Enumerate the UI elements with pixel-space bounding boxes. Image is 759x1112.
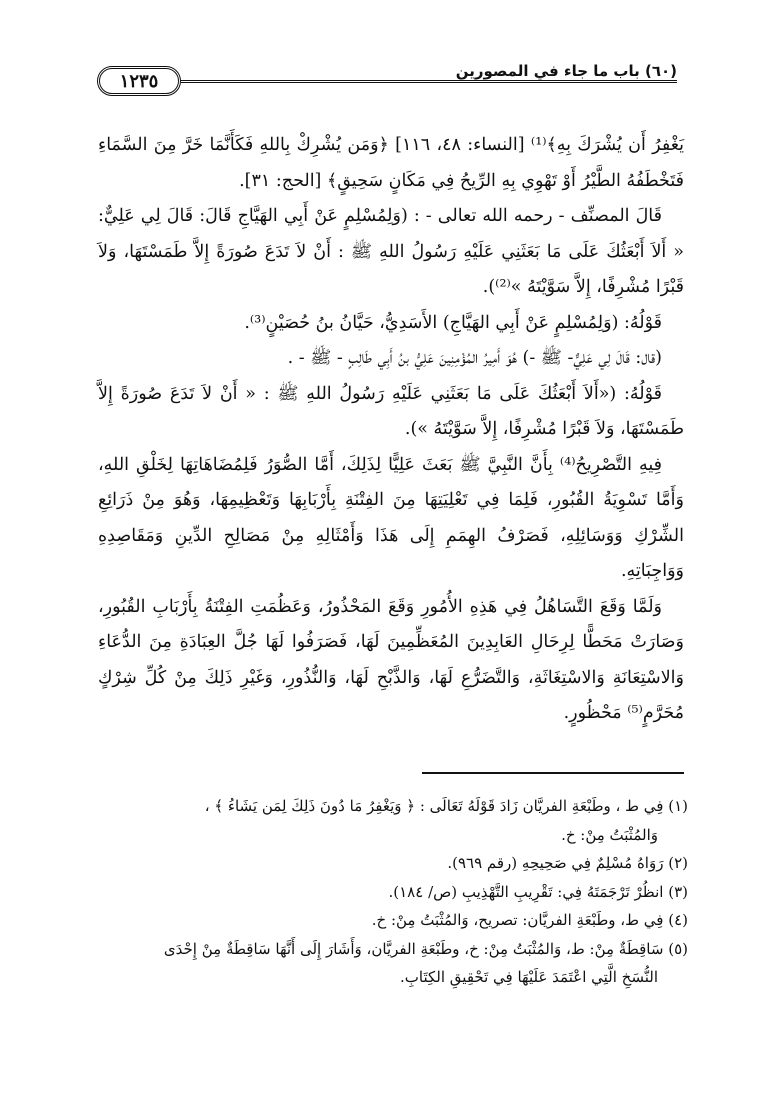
footnote: (٢) رَوَاهُ مُسْلِمٌ فِي صَحِيحِهِ (رقم ٩٦٩).: [447, 854, 688, 872]
paragraph: قَوْلُهُ: (وَلِمُسْلِمٍ عَنْ أَبِي الهَيَّاجِ) الأَسَدِيُّ، حَيَّانُ بنُ حُصَيْنٍ⁽³⁾.: [244, 312, 662, 333]
paragraph: قَالَ المصنِّف - رحمه الله تعالى - : (وَلِمُسْلِمٍ عَنْ أَبِي الهَيَّاجِ قَالَ: قَالَ لِي عَلِيٌّ: « أَلاَ أَبْعَثُكَ عَلَى مَا بَعَثَنِي عَلَيْهِ رَسُولُ اللهِ ﷺ : أَنْ لاَ تَدَعَ صُورَةً إِلاَّ طَمَسْتَهَا، وَلاَ قَبْرًا مُشْرِفًا، إِلاَّ سَوَّيْتَهُ »⁽²⁾).: [98, 206, 684, 297]
footnote: (٣) انظُرْ تَرْجَمَتَهُ فِي: تَقْرِيبِ التَّهْذِيبِ (ص/ ١٨٤).: [388, 882, 688, 901]
footnote: (٤) فِي ط، وطَبْعَةِ الفريَّان: تصريح، وَالمُثْبَتُ مِنْ: خ.: [371, 911, 688, 929]
footnote: (٥) سَاقِطَةٌ مِنْ: ط، وَالمُثْبَتُ مِنْ: خ، وطَبْعَةِ الفريَّان، وَأَشَارَ إِلَى أَنَّهَا سَاقِطَةٌ مِنْ إِحْدَى: [163, 939, 688, 958]
main-text: [98, 128, 684, 732]
header-rule: [181, 80, 677, 83]
footnote-separator: [422, 772, 684, 774]
footnote: (١) فِي ط ، وطَبْعَةِ الفريَّان زَادَ قَوْلَهُ تَعَالَى : ﴿ وَيَغْفِرُ مَا دُونَ ذَلِكَ لِمَن يَشَاءُ ﴾ ،: [204, 797, 688, 815]
footnotes: [98, 792, 688, 992]
paragraph: قَوْلُهُ: («أَلاَ أَبْعَثُكَ عَلَى مَا بَعَثَنِي عَلَيْهِ رَسُولُ اللهِ ﷺ : « أَنْ لاَ تَدَعَ صُورَةً إِلاَّ طَمَسْتَهَا، وَلاَ قَبْرًا مُشْرِفًا، إِلاَّ سَوَّيْتَهُ »).: [98, 383, 684, 439]
page-number: ١٢٣٥: [119, 70, 159, 92]
paragraph: يَغْفِرُ أَن يُشْرَكَ بِهِ﴾⁽¹⁾ [النساء: ٤٨، ١١٦] ﴿وَمَن يُشْرِكْ بِاللهِ فَكَأَنَّمَا خَرَّ مِنَ السَّمَاءِ فَتَخْطَفُهُ الطَّيْرُ أَوْ تَهْوِي بِهِ الرِّيحُ فِي مَكَانٍ سَحِيقٍ﴾ [الحج: ٣١].: [98, 135, 685, 191]
chapter-title: (٦٠) باب ما جاء في المصورين: [448, 62, 677, 80]
page-header: [97, 62, 677, 100]
paragraph: (قال: قَالَ لِي عَلِيٌّ- ﷺ -) هُوَ أَمِيرُ المُؤْمِنِينَ عَلِيُّ بنُ أَبِي طَالِبٍ - ﷺ - .: [287, 348, 662, 368]
paragraph: فِيهِ التَّصْرِيحُ⁽⁴⁾ بِأَنَّ النَّبِيَّ ﷺ بَعَثَ عَلِيًّا لِذَلِكَ، أَمَّا الصُّوَرُ فَلِمُضَاهَاتِهَا لِخَلْقِ اللهِ، وَأَمَّا تَسْوِيَةُ القُبُورِ، فَلِمَا فِي تَعْلِيَتِهَا مِنَ الفِتْنَةِ بِأَرْبَابِهَا وَتَعْظِيمِهَا، وَهُوَ مِنْ ذَرَائِعِ الشِّرْكِ وَوَسَائِلِهِ، فَصَرْفُ الهِمَمِ إِلَى هَذَا وَأَمْثَالِهِ مِنْ مَصَالِحِ الدِّينِ وَمَقَاصِدِهِ وَوَاجِبَاتِهِ.: [98, 454, 684, 581]
paragraph: وَلَمَّا وَقَعَ التَّسَاهُلُ فِي هَذِهِ الأُمُورِ وَقَعَ المَحْذُورُ، وَعَظُمَتِ الفِتْنَةُ بِأَرْبَابِ القُبُورِ، وَصَارَتْ مَحَطًّا لِرِحَالِ العَابِدِينَ المُعَظِّمِينَ لَهَا، فَصَرَفُوا لَهَا جُلَّ العِبَادَةِ مِنَ الدُّعَاءِ وَالاسْتِعَانَةِ وَالاسْتِغَاثَةِ، وَالتَّضَرُّعِ لَهَا، وَالذَّبْحِ لَهَا، وَالنُّذُورِ، وَغَيْرِ ذَلِكَ مِنْ كُلِّ شِرْكٍ مُحَرَّمٍ⁽⁵⁾ مَحْظُورٍ.: [98, 596, 684, 723]
page-number-frame: [97, 66, 181, 96]
footnote-continuation: وَالمُثْبَتُ مِنْ: خ.: [561, 825, 658, 844]
footnote-continuation: النُّسَخِ الَّتِي اعْتَمَدَ عَلَيْهَا فِي تَحْقِيقِ الكِتَابِ.: [400, 968, 658, 986]
